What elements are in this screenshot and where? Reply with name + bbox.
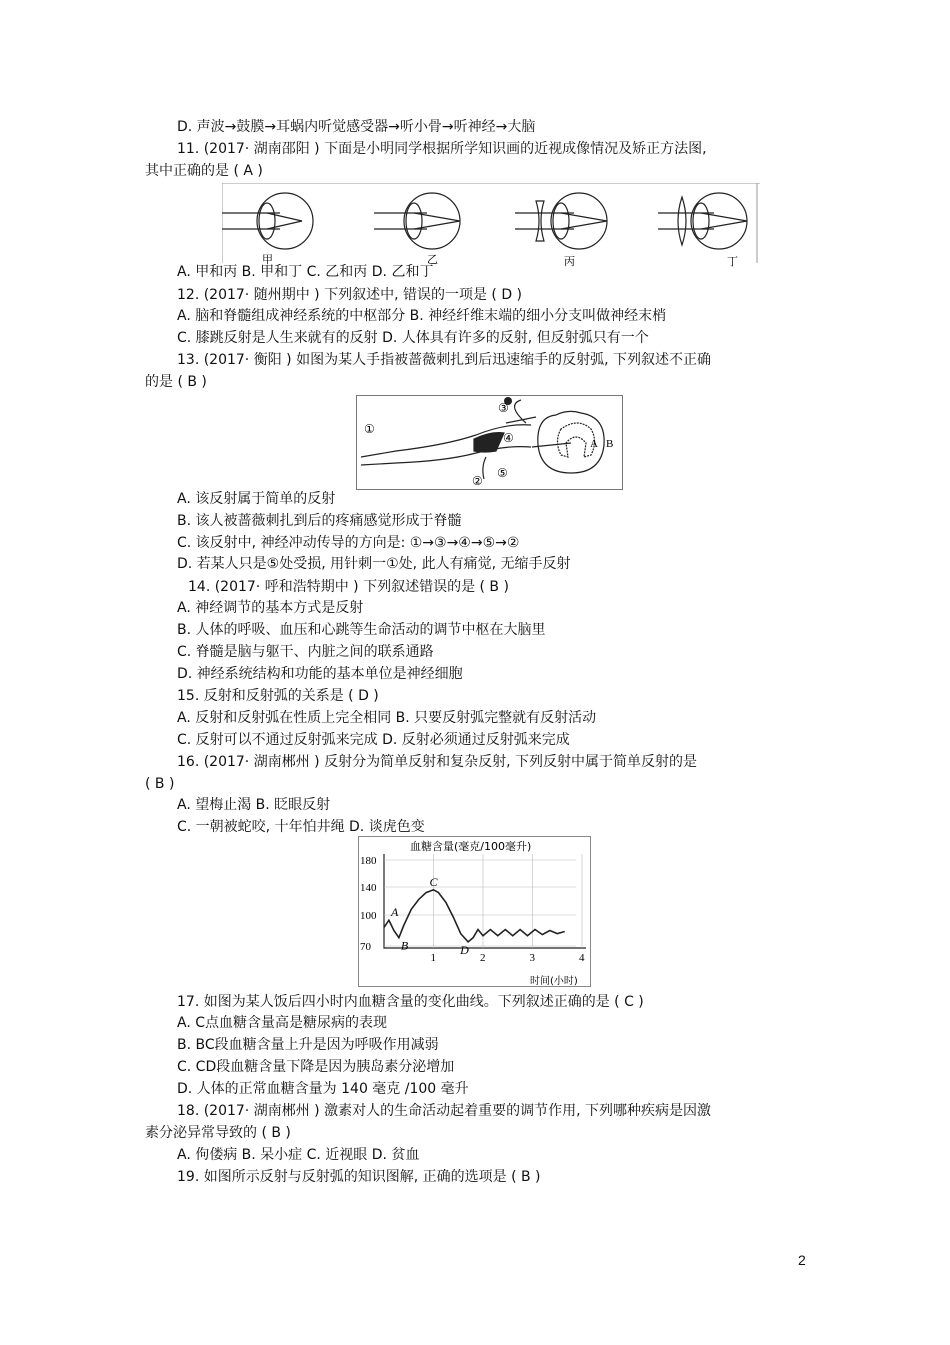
line-32: A. 佝偻病 B. 呆小症 C. 近视眼 D. 贫血 <box>177 1147 420 1163</box>
marker-1: ① <box>364 422 375 436</box>
chart-xlabel: 时间(小时) <box>530 976 578 987</box>
line-12: D. 若某人只是⑤处受损, 用针刺一①处, 此人有痛觉, 无缩手反射 <box>177 556 571 572</box>
line-27: B. BC段血糖含量上升是因为呼吸作用减弱 <box>177 1037 439 1053</box>
line-11: C. 该反射中, 神经冲动传导的方向是: ①→③→④→⑤→② <box>177 535 520 551</box>
chart-ytick-label: 180 <box>360 855 377 867</box>
line-7: 13. (2017· 衡阳 ) 如图为某人手指被蔷薇刺扎到后迅速缩手的反射弧, 下列叙述不正确 <box>177 352 711 368</box>
chart-xtick-label: 3 <box>529 952 535 964</box>
line-13: 14. (2017· 呼和浩特期中 ) 下列叙述错误的是 ( B ) <box>188 579 509 595</box>
line-20: C. 反射可以不通过反射弧来完成 D. 反射必须通过反射弧来完成 <box>177 732 570 748</box>
chart-title: 血糖含量(毫克/100毫升) <box>410 840 532 853</box>
line-25: 17. 如图为某人饭后四小时内血糖含量的变化曲线。下列叙述正确的是 ( C ) <box>177 994 644 1010</box>
chart-ytick-label: 140 <box>360 882 377 894</box>
line-14: A. 神经调节的基本方式是反射 <box>177 600 364 616</box>
line-29: D. 人体的正常血糖含量为 140 毫克 /100 毫升 <box>177 1081 469 1097</box>
letter-a: A <box>590 438 598 450</box>
eye-label-yi: 乙 <box>427 253 438 266</box>
line-0: D. 声波→鼓膜→耳蜗内听觉感受器→听小骨→听神经→大脑 <box>177 119 536 135</box>
line-28: C. CD段血糖含量下降是因为胰岛素分泌增加 <box>177 1059 455 1075</box>
line-24: C. 一朝被蛇咬, 十年怕井绳 D. 谈虎色变 <box>177 819 425 835</box>
marker-4: ④ <box>503 431 514 445</box>
eye-label-bing: 丙 <box>564 255 575 267</box>
line-16: C. 脊髓是脑与躯干、内脏之间的联系通路 <box>177 644 434 660</box>
chart-xtick-label: 1 <box>430 952 436 964</box>
marker-2: ② <box>472 474 483 488</box>
glucose-curve <box>384 890 565 942</box>
line-33: 19. 如图所示反射与反射弧的知识图解, 正确的选项是 ( B ) <box>177 1169 541 1185</box>
marker-5: ⑤ <box>497 466 508 480</box>
line-4: 12. (2017· 随州期中 ) 下列叙述中, 错误的一项是 ( D ) <box>177 287 523 303</box>
line-6: C. 膝跳反射是人生来就有的反射 D. 人体具有许多的反射, 但反射弧只有一个 <box>177 330 649 346</box>
line-22: ( B ) <box>145 776 175 792</box>
line-9: A. 该反射属于简单的反射 <box>177 491 336 507</box>
letter-b: B <box>606 438 614 450</box>
line-15: B. 人体的呼吸、血压和心跳等生命活动的调节中枢在大脑里 <box>177 622 546 638</box>
line-19: A. 反射和反射弧在性质上完全相同 B. 只要反射弧完整就有反射活动 <box>177 710 597 726</box>
chart-ytick-label: 70 <box>360 941 371 953</box>
chart-point-label-b: B <box>400 938 409 953</box>
eye-label-ding: 丁 <box>727 255 738 267</box>
marker-3: ③ <box>498 401 509 415</box>
chart-point-label-d: D <box>460 942 469 957</box>
line-17: D. 神经系统结构和功能的基本单位是神经细胞 <box>177 666 463 682</box>
line-8: 的是 ( B ) <box>145 374 207 390</box>
line-18: 15. 反射和反射弧的关系是 ( D ) <box>177 688 379 704</box>
chart-point-label-a: A <box>390 905 399 920</box>
eye-label-jia: 甲 <box>262 253 273 266</box>
line-30: 18. (2017· 湖南郴州 ) 激素对人的生命活动起着重要的调节作用, 下列哪种疾病是因激 <box>177 1103 711 1119</box>
line-10: B. 该人被蔷薇刺扎到后的疼痛感觉形成于脊髓 <box>177 513 462 529</box>
line-2: 其中正确的是 ( A ) <box>145 163 263 179</box>
line-5: A. 脑和脊髓组成神经系统的中枢部分 B. 神经纤维末端的细小分支叫做神经末梢 <box>177 308 667 324</box>
reflex-arc-figure <box>356 395 624 491</box>
myopia-eye-figure <box>222 183 760 267</box>
line-31: 素分泌异常导致的 ( B ) <box>145 1125 291 1141</box>
chart-xtick-label: 2 <box>480 952 486 964</box>
line-1: 11. (2017· 湖南邵阳 ) 下面是小明同学根据所学知识画的近视成像情况及矫正方法图, <box>177 141 707 157</box>
chart-ytick-label: 100 <box>360 910 377 922</box>
line-21: 16. (2017· 湖南郴州 ) 反射分为简单反射和复杂反射, 下列反射中属于简单反射的是 <box>177 754 697 770</box>
page-number: 2 <box>798 1252 806 1268</box>
blood-glucose-chart <box>358 836 592 988</box>
chart-xtick-label: 4 <box>579 952 585 964</box>
line-3: A. 甲和丙 B. 甲和丁 C. 乙和丙 D. 乙和丁 <box>177 264 434 280</box>
line-23: A. 望梅止渴 B. 眨眼反射 <box>177 797 331 813</box>
chart-point-label-c: C <box>429 874 438 889</box>
line-26: A. C点血糖含量高是糖尿病的表现 <box>177 1015 388 1031</box>
